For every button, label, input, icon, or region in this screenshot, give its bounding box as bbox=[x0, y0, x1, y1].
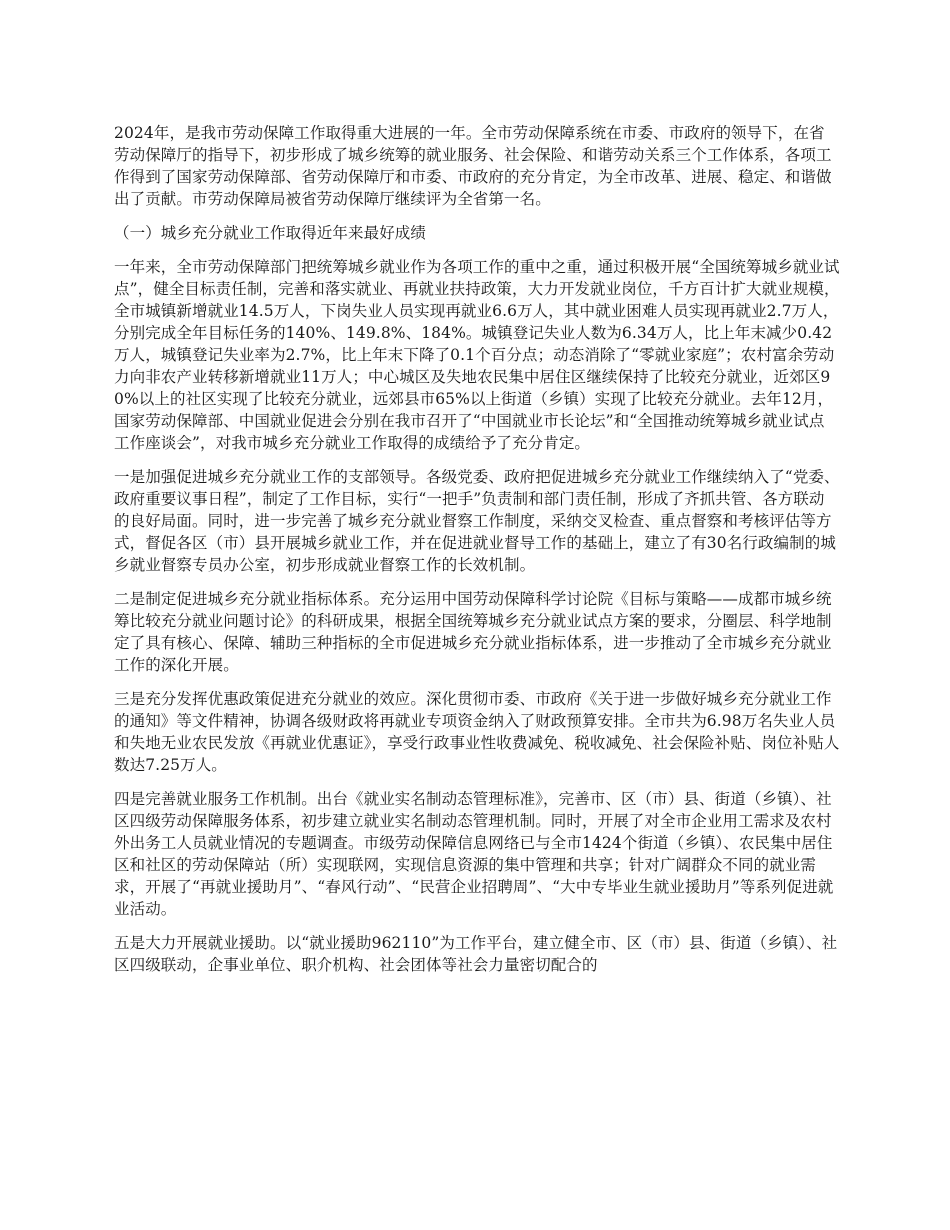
point-five-paragraph: 五是大力开展就业援助。以“就业援助962110”为工作平台，建立健全市、区（市）县、街道（乡镇）、社区四级联动，企事业单位、职介机构、社会团体等社会力量密切配合的 bbox=[114, 934, 838, 974]
point-two-paragraph: 二是制定促进城乡充分就业指标体系。充分运用中国劳动保障科学讨论院《目标与策略——成都市城乡统筹比较充分就业问题讨论》的科研成果，根据全国统筹城乡充分就业试点方案的要求，分圈层、科学地制定了具有核心、保障、辅助三种指标的全市促进城乡充分就业指标体系，进一步推动了全市城乡充分就业工作的深化开展。 bbox=[114, 590, 832, 674]
section-heading: （一）城乡充分就业工作取得近年来最好成绩 bbox=[114, 224, 427, 242]
intro-paragraph: 2024年，是我市劳动保障工作取得重大进展的一年。全市劳动保障系统在市委、市政府的领导下，在省劳动保障厅的指导下，初步形成了城乡统筹的就业服务、社会保险、和谐劳动关系三个工作体系，各项工作得到了国家劳动保障部、省劳动保障厅和市委、市政府的充分肯定，为全市改革、进展、稳定、和谐做出了贡献。市劳动保障局被省劳动保障厅继续评为全省第一名。 bbox=[114, 124, 832, 208]
point-three-paragraph: 三是充分发挥优惠政策促进充分就业的效应。深化贯彻市委、市政府《关于进一步做好城乡充分就业工作的通知》等文件精神，协调各级财政将再就业专项资金纳入了财政预算安排。全市共为6.98万名失业人员和失地无业农民发放《再就业优惠证》，享受行政事业性收费减免、税收减免、社会保险补贴、岗位补贴人数达7.25万人。 bbox=[114, 690, 840, 774]
document-body bbox=[114, 122, 840, 988]
point-one-paragraph: 一是加强促进城乡充分就业工作的支部领导。各级党委、政府把促进城乡充分就业工作继续纳入了“党委、政府重要议事日程”，制定了工作目标，实行“一把手”负责制和部门责任制，形成了齐抓共管、各方联动的良好局面。同时，进一步完善了城乡充分就业督察工作制度，采纳交叉检查、重点督察和考核评估等方式，督促各区（市）县开展城乡就业工作，并在促进就业督导工作的基础上，建立了有30名行政编制的城乡就业督察专员办公室，初步形成就业督察工作的长效机制。 bbox=[114, 468, 840, 574]
employment-summary-paragraph: 一年来，全市劳动保障部门把统筹城乡就业作为各项工作的重中之重，通过积极开展“全国统筹城乡就业试点”，健全目标责任制，完善和落实就业、再就业扶持政策，大力开发就业岗位，千方百计扩大就业规模，全市城镇新增就业14.5万人，下岗失业人员实现再就业6.6万人，其中就业困难人员实现再就业2.7万人，分别完成全年目标任务的140%、149.8%、184%。城镇登记失业人数为6.34万人，比上年末减少0.42万人，城镇登记失业率为2.7%，比上年末下降了0.1个百分点；动态消除了“零就业家庭”；农村富余劳动力向非农产业转移新增就业11万人；中心城区及失地农民集中居住区继续保持了比较充分就业，近郊区90%以上的社区实现了比较充分就业，远郊县市65%以上街道（乡镇）实现了比较充分就业。去年12月，国家劳动保障部、中国就业促进会分别在我市召开了“中国就业市长论坛”和“全国推动统筹城乡就业试点工作座谈会”，对我市城乡充分就业工作取得的成绩给予了充分肯定。 bbox=[114, 258, 840, 452]
point-four-paragraph: 四是完善就业服务工作机制。出台《就业实名制动态管理标准》，完善市、区（市）县、街道（乡镇）、社区四级劳动保障服务体系，初步建立就业实名制动态管理机制。同时，开展了对全市企业用工需求及农村外出务工人员就业情况的专题调查。市级劳动保障信息网络已与全市1424个街道（乡镇）、农民集中居住区和社区的劳动保障站（所）实现联网，实现信息资源的集中管理和共享；针对广阔群众不同的就业需求，开展了“再就业援助月”、“春风行动”、“民营企业招聘周”、“大中专毕业生就业援助月”等系列促进就业活动。 bbox=[114, 790, 834, 918]
